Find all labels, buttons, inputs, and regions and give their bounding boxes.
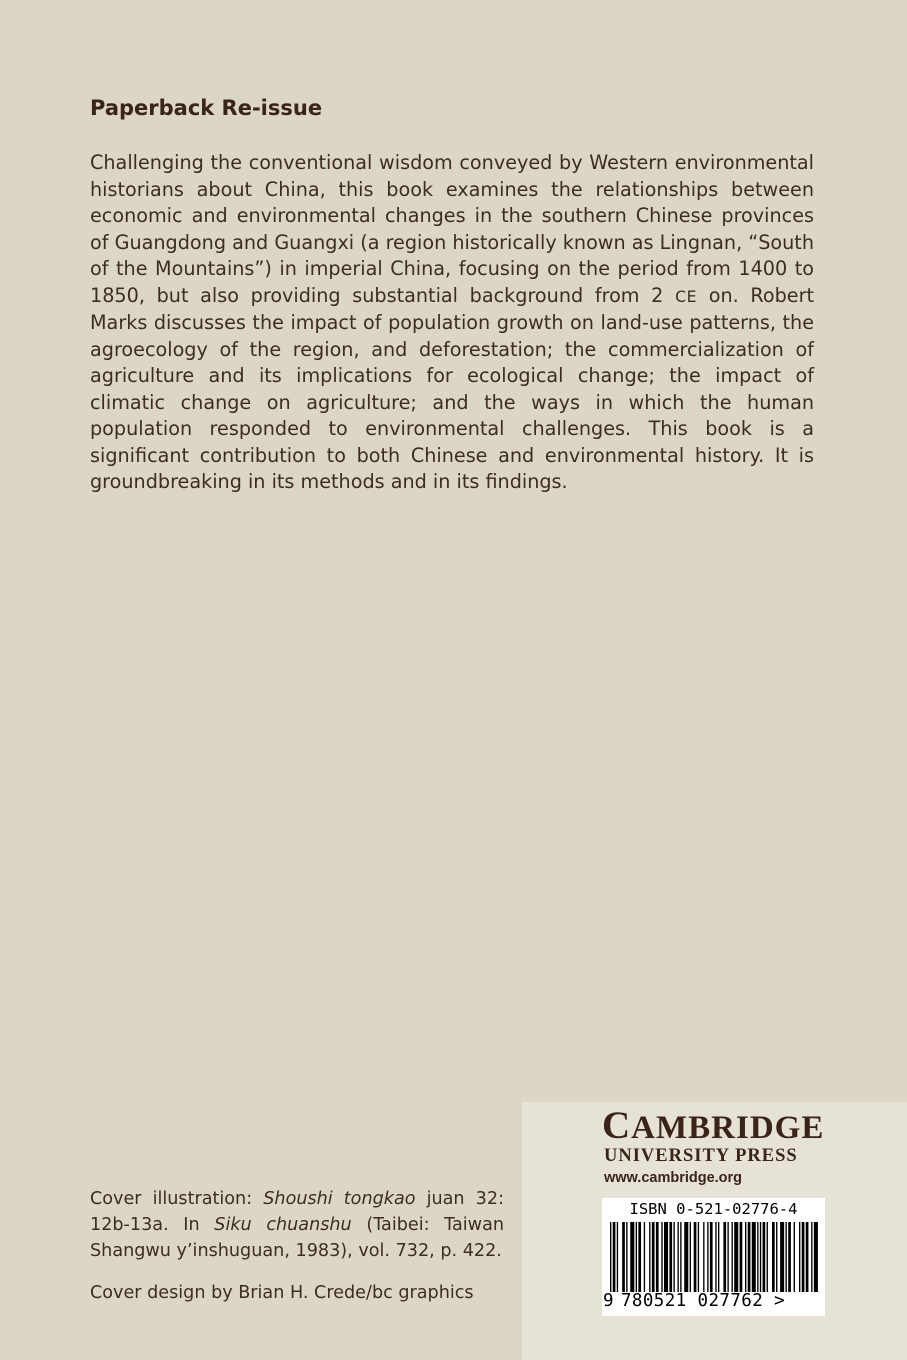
barcode-bar [638, 1222, 641, 1292]
cover-illustration-credit [90, 1186, 504, 1264]
book-description [90, 150, 814, 496]
publisher-url: www.cambridge.org [604, 1170, 743, 1186]
barcode-bar [664, 1222, 668, 1292]
barcode-bar [723, 1222, 726, 1292]
barcode-bar [656, 1222, 659, 1292]
barcode-bar [811, 1222, 812, 1292]
barcode-bar [752, 1222, 756, 1292]
barcode-bar [757, 1222, 758, 1292]
barcode-bar [684, 1222, 688, 1292]
barcode-bar [760, 1222, 761, 1292]
era-abbreviation: CE [675, 286, 698, 306]
credit-title-2: Siku chuanshu [214, 1215, 352, 1235]
barcode-bar [626, 1222, 627, 1292]
barcode-bar [617, 1222, 618, 1292]
barcode-bar [786, 1222, 787, 1292]
credit-prefix: Cover illustration: [90, 1189, 264, 1209]
barcode-bar [694, 1222, 697, 1292]
barcode-bar [613, 1222, 616, 1292]
barcode-bar [727, 1222, 728, 1292]
barcode-bar [799, 1222, 800, 1292]
barcode-bar [707, 1222, 708, 1292]
barcode-bar [718, 1222, 719, 1292]
credit-title-1: Shoushi tongkao [263, 1189, 416, 1209]
barcode-bar [740, 1222, 743, 1292]
barcode-bar [622, 1222, 625, 1292]
barcode-bar [776, 1222, 777, 1292]
publisher-press-name: UNIVERSITY PRESS [604, 1146, 798, 1166]
publisher-logo [602, 1104, 825, 1147]
barcode-bar [710, 1222, 713, 1292]
logo-rest: AMBRIDGE [631, 1110, 825, 1146]
barcode-bar [788, 1222, 791, 1292]
barcode-bar [698, 1222, 699, 1292]
barcode-bar [794, 1222, 795, 1292]
logo-initial: C [602, 1104, 632, 1147]
description-text-part-2: on. Robert Marks discusses the impact of population growth on land-use patterns, the agroecology of the region, and deforestation; the commercialization of agriculture and its implications for ecological change; the impact of climatic change on agriculture; and the ways in which the human population responded to environmental challenges. This book is a significant contribution to both Chinese and environmental history. It is groundbreaking in its methods and in its findings. [90, 283, 814, 493]
barcode-bar [680, 1222, 681, 1292]
barcode-bar [767, 1222, 768, 1292]
barcode-bar [630, 1222, 634, 1292]
barcode-bar [703, 1222, 704, 1292]
barcode-bar [715, 1222, 716, 1292]
barcode-bar [806, 1222, 809, 1292]
barcode-bar [732, 1222, 733, 1292]
barcode-bar [763, 1222, 766, 1292]
barcode-bar [649, 1222, 650, 1292]
cover-design-credit: Cover design by Brian H. Crede/bc graphics [90, 1283, 474, 1303]
barcode-bar [690, 1222, 691, 1292]
barcode-lead-digit: 9 [603, 1291, 614, 1311]
barcode-bar [678, 1222, 679, 1292]
barcode-bar [772, 1222, 775, 1292]
barcode-bars [608, 1222, 818, 1292]
barcode-bar [814, 1222, 818, 1292]
credit-suffix: (Taibei: Taiwan Shangwu y’inshuguan, 1983), vol. 732, p. 422. [90, 1215, 504, 1261]
barcode-bar [734, 1222, 738, 1292]
barcode-bar [644, 1222, 645, 1292]
publisher-panel [522, 1102, 907, 1360]
barcode-bar [802, 1222, 805, 1292]
barcode-digit-string: 780521 027762 > [621, 1291, 786, 1311]
isbn-barcode [602, 1198, 825, 1316]
isbn-number: ISBN 0-521-02776-4 [629, 1200, 798, 1218]
barcode-bar [748, 1222, 751, 1292]
barcode-bar [780, 1222, 784, 1292]
barcode-bar [652, 1222, 655, 1292]
page-heading: Paperback Re-issue [90, 96, 323, 120]
barcode-bar [669, 1222, 672, 1292]
barcode-bar [745, 1222, 746, 1292]
barcode-bar [661, 1222, 662, 1292]
description-text-part-1: Challenging the conventional wisdom conveyed by Western environmental historians about China, this book examines the relationships between economic and environmental changes in the southern Chinese provinces of Guangdong and Guangxi (a region historically known as Lingnan, “South of the Mountains”) in imperial China, focusing on the period from 1400 to 1850, but also providing substantial background from 2 [90, 151, 814, 307]
credit-middle: juan 32: 12b-13a. In [90, 1189, 504, 1235]
barcode-bar [610, 1222, 611, 1292]
barcode-bar [673, 1222, 674, 1292]
barcode-bar [636, 1222, 637, 1292]
